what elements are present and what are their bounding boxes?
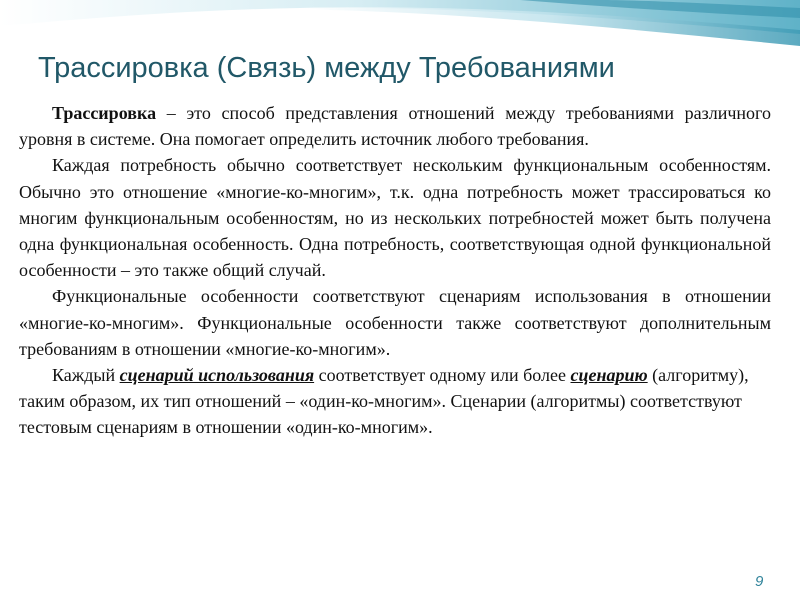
paragraph-text: – это способ представления отношений между требованиями различного уровня в системе. Она помогает определить источник любого требования. — [19, 103, 771, 150]
paragraph-tracing-definition — [19, 100, 771, 152]
page-number: 9 — [755, 573, 764, 590]
term-use-case: сценарий использования — [119, 365, 315, 386]
paragraph-text: (алгоритму), таким образом, их тип отношений – «один-ко-многим». Сценарии (алгоритмы) соответствуют тестовым сценариям в отношении «один-ко-многим». — [19, 365, 749, 438]
paragraph-features-usecases: Функциональные особенности соответствуют сценариям использования в отношении «многие-ко-многим». Функциональные особенности также соответствуют дополнительным требованиям в отношении «многие-ко-многим». — [19, 286, 771, 359]
term-tracing: Трассировка — [52, 103, 157, 123]
slide-title: Трассировка (Связь) между Требованиями — [38, 52, 615, 84]
paragraph-needs-features: Каждая потребность обычно соответствует нескольким функциональным особенностям. Обычно это отношение «многие-ко-многим», т.к. одна потребность может трассироваться ко многим функциональным особенностям, но из нескольких потребностей может быть получена одна функциональная особенность. Одна потребность, соответствующая одной функциональной особенности – это также общий случай. — [19, 155, 771, 281]
slide-body — [19, 100, 771, 441]
paragraph-text: Каждый — [52, 365, 120, 386]
term-scenario: сценарию — [570, 365, 648, 386]
paragraph-usecase-scenarios — [19, 362, 771, 441]
paragraph-text: соответствует одному или более — [314, 365, 571, 386]
